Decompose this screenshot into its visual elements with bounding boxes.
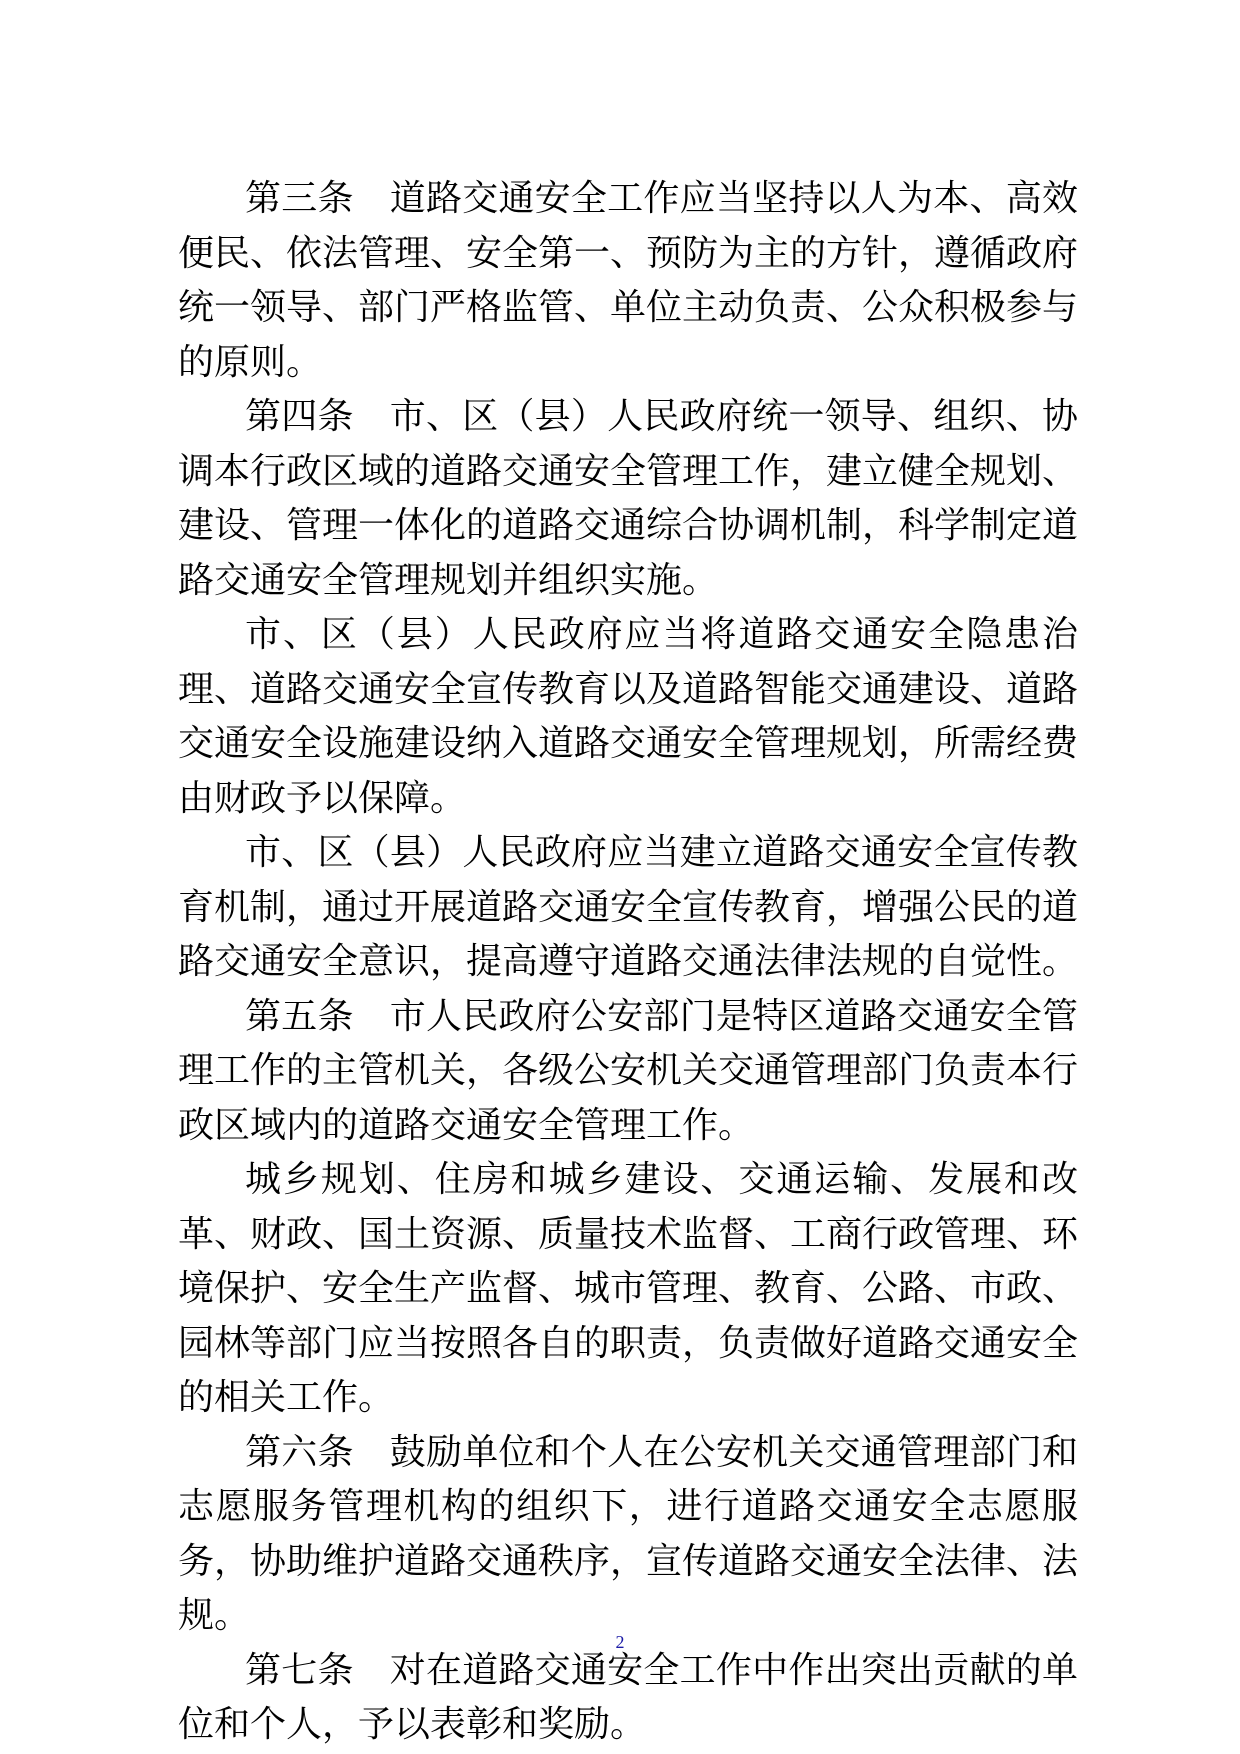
article-number: 第四条 [245, 396, 354, 437]
paragraph-article-6 [178, 1426, 1078, 1644]
article-number: 第三条 [245, 178, 354, 219]
paragraph-article-5 [178, 990, 1078, 1154]
paragraph-article-4-clause-2 [178, 608, 1078, 826]
paragraph-article-3 [178, 172, 1078, 390]
paragraph-text: 城乡规划、住房和城乡建设、交通运输、发展和改革、财政、国土资源、质量技术监督、工商行政管理、环境保护、安全生产监督、城市管理、教育、公路、市政、园林等部门应当按照各自的职责，负责做好道路交通安全的相关工作。 [178, 1159, 1079, 1418]
paragraph-text: 对在道路交通安全工作中作出突出贡献的单位和个人，予以表彰和奖励。 [178, 1649, 1078, 1745]
paragraph-text: 市、区（县）人民政府应当建立道路交通安全宣传教育机制，通过开展道路交通安全宣传教育，增强公民的道路交通安全意识，提高遵守道路交通法律法规的自觉性。 [178, 832, 1079, 982]
paragraph-article-4-clause-3 [178, 826, 1078, 990]
paragraph-text: 鼓励单位和个人在公安机关交通管理部门和志愿服务管理机构的组织下，进行道路交通安全志愿服务，协助维护道路交通秩序，宣传道路交通安全法律、法规。 [178, 1431, 1079, 1636]
document-body [178, 172, 1078, 1753]
paragraph-article-4 [178, 390, 1078, 608]
paragraph-article-5-clause-2 [178, 1153, 1078, 1426]
paragraph-text: 市人民政府公安部门是特区道路交通安全管理工作的主管机关，各级公安机关交通管理部门负责本行政区域内的道路交通安全管理工作。 [178, 995, 1079, 1146]
article-number: 第五条 [245, 995, 354, 1037]
paragraph-article-7 [178, 1644, 1078, 1753]
article-number: 第六条 [245, 1431, 354, 1473]
paragraph-text: 市、区（县）人民政府应当将道路交通安全隐患治理、道路交通安全宣传教育以及道路智能交通建设、道路交通安全设施建设纳入道路交通安全管理规划，所需经费由财政予以保障。 [178, 614, 1079, 819]
paragraph-text: 市、区（县）人民政府统一领导、组织、协调本行政区域的道路交通安全管理工作，建立健全规划、建设、管理一体化的道路交通综合协调机制，科学制定道路交通安全管理规划并组织实施。 [178, 396, 1079, 601]
article-number: 第七条 [245, 1649, 354, 1691]
paragraph-text: 道路交通安全工作应当坚持以人为本、高效便民、依法管理、安全第一、预防为主的方针，遵循政府统一领导、部门严格监管、单位主动负责、公众积极参与的原则。 [178, 178, 1079, 383]
page-number: 2 [615, 1632, 625, 1652]
